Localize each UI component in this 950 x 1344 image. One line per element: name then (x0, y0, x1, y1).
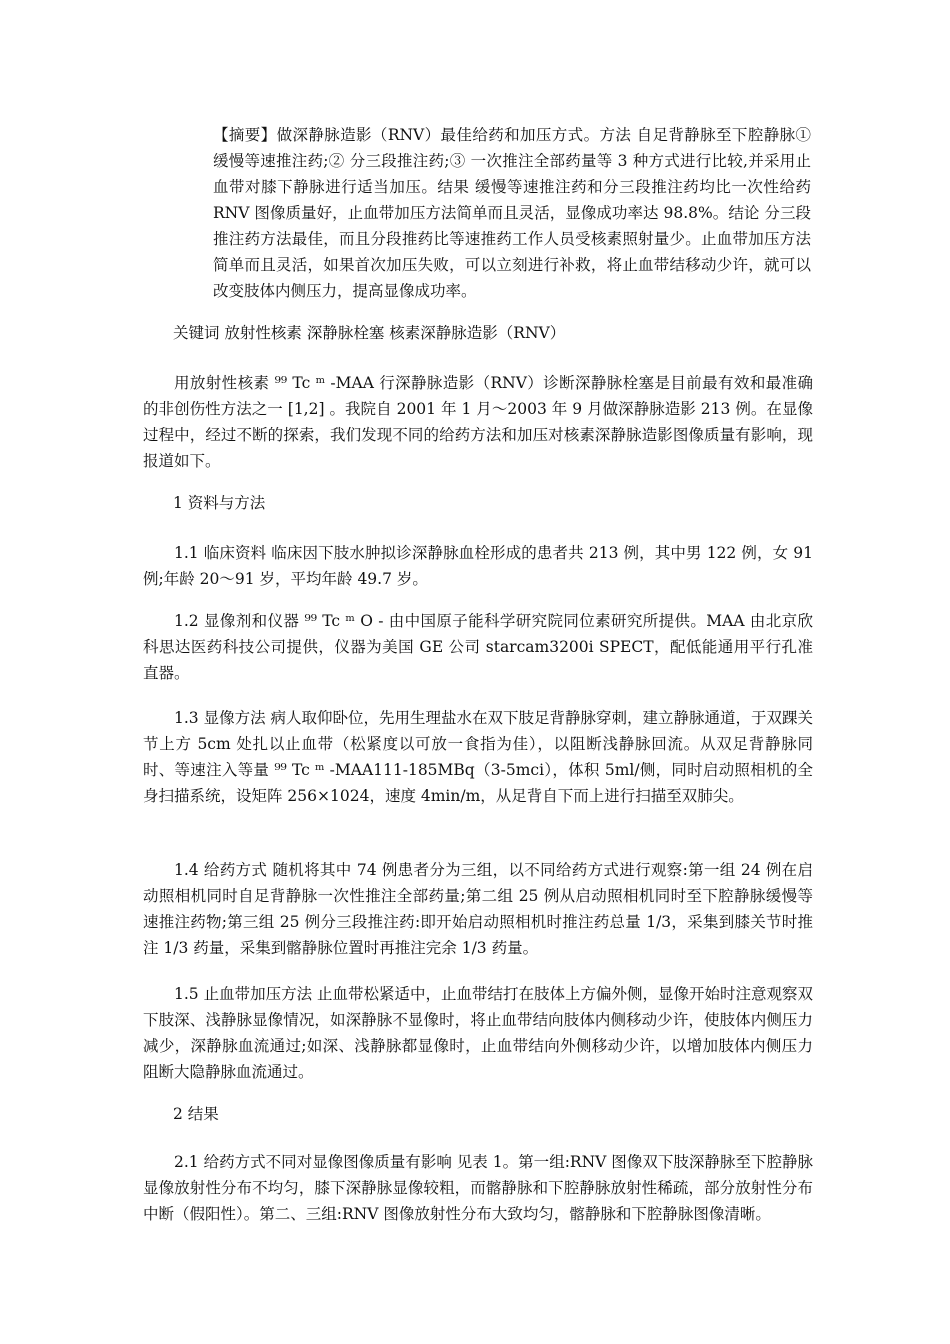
keywords-line: 关键词 放射性核素 深静脉栓塞 核素深静脉造影（RNV） (173, 324, 566, 342)
section-1-5-paragraph: 1.5 止血带加压方法 止血带松紧适中，止血带结打在肢体上方偏外侧，显像开始时注意观察双下肢深、浅静脉显像情况，如深静脉不显像时，将止血带结向肢体内侧移动少许，使肢体内侧压力减少，深静脉血流通过;如深、浅静脉都显像时，止血带结向外侧移动少许，以增加肢体内侧压力阻断大隐静脉血流通过。 (143, 985, 814, 1081)
intro-paragraph: 用放射性核素 ⁹⁹ Tc ᵐ -MAA 行深静脉造影（RNV）诊断深静脉栓塞是目前最有效和最准确的非创伤性方法之一 [1,2] 。我院自 2001 年 1 月～2003 年 9 月做深静脉造影 213 例。在显像过程中，经过不断的探索，我们发现不同的给药方法和加压对核素深静脉造影图像质量有影响，现报道如下。 (143, 374, 813, 470)
section-1-heading: 1 资料与方法 (173, 494, 266, 512)
intro-block (143, 370, 813, 474)
section-1-1-paragraph: 1.1 临床资料 临床因下肢水肿拟诊深静脉血栓形成的患者共 213 例，其中男 122 例，女 91 例;年龄 20～91 岁，平均年龄 49.7 岁。 (143, 544, 813, 588)
section-1-4-block (143, 857, 813, 961)
section-2-1-block (143, 1149, 813, 1227)
section-1-3-block (143, 705, 813, 809)
section-1-3-paragraph: 1.3 显像方法 病人取仰卧位，先用生理盐水在双下肢足背静脉穿刺，建立静脉通道，于双踝关节上方 5cm 处扎以止血带（松紧度以可放一食指为佳），以阻断浅静脉回流。从双足背静脉同时、等速注入等量 ⁹⁹ Tc ᵐ -MAA111-185MBq（3-5mci），体积 5ml/侧，同时启动照相机的全身扫描系统，设矩阵 256×1024，速度 4min/m，从足背自下而上进行扫描至双肺尖。 (143, 709, 814, 805)
section-2-heading: 2 结果 (173, 1105, 219, 1123)
section-1-4-paragraph: 1.4 给药方式 随机将其中 74 例患者分为三组，以不同给药方式进行观察:第一组 24 例在启动照相机同时自足背静脉一次性推注全部药量;第二组 25 例从启动照相机同时至下腔静脉缓慢等速推注药物;第三组 25 例分三段推注药:即开始启动照相机时推注药总量 1/3，采集到膝关节时推注 1/3 药量，采集到髂静脉位置时再推注完余 1/3 药量。 (143, 861, 813, 957)
section-1-1-block (143, 540, 813, 592)
abstract-paragraph: 【摘要】做深静脉造影（RNV）最佳给药和加压方式。方法 自足背静脉至下腔静脉①缓慢等速推注药;② 分三段推注药;③ 一次推注全部药量等 3 种方式进行比较,并采用止血带对膝下静脉进行适当加压。结果 缓慢等速推注药和分三段推注药均比一次性给药 RNV 图像质量好，止血带加压方法简单而且灵活，显像成功率达 98.8%。结论 分三段推注药方法最佳，而且分段推药比等速推药工作人员受核素照射量少。止血带加压方法简单而且灵活，如果首次加压失败，可以立刻进行补救，将止血带结移动少许，就可以改变肢体内侧压力，提高显像成功率。 (213, 126, 811, 300)
section-2-1-paragraph: 2.1 给药方式不同对显像图像质量有影响 见表 1。第一组:RNV 图像双下肢深静脉至下腔静脉显像放射性分布不均匀，膝下深静脉显像较粗，而髂静脉和下腔静脉放射性稀疏，部分放射性分布中断（假阳性）。第二、三组:RNV 图像放射性分布大致均匀，髂静脉和下腔静脉图像清晰。 (143, 1153, 813, 1223)
section-1-2-block (143, 608, 813, 686)
section-1-2-paragraph: 1.2 显像剂和仪器 ⁹⁹ Tc ᵐ O - 由中国原子能科学研究院同位素研究所提供。MAA 由北京欣科思达医药科技公司提供，仪器为美国 GE 公司 starcam3200i SPECT，配低能通用平行孔准直器。 (143, 612, 813, 682)
section-1-5-block (143, 981, 813, 1085)
